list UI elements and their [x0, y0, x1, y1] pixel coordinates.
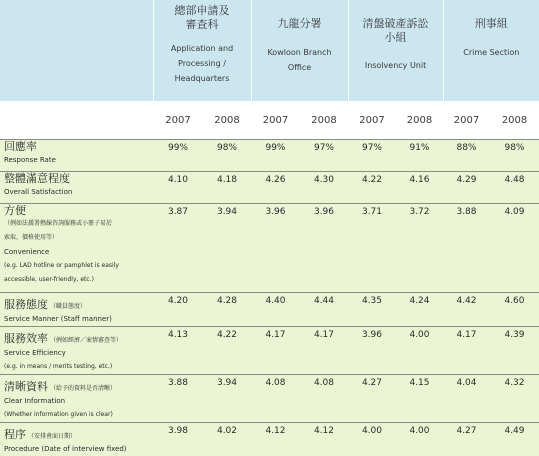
column-header-crime: [443, 0, 539, 101]
value-cell: 4.00: [348, 423, 396, 456]
value-cell: 4.04: [443, 375, 490, 423]
value-cell: 3.87: [153, 204, 203, 293]
row-label-note: (e.g. LAD hotline or pamphlet is easily: [4, 259, 153, 273]
column-zh: 刑事組: [444, 17, 539, 31]
row-label: [0, 293, 153, 327]
table-body: [0, 140, 539, 456]
year-cell: 2007: [348, 101, 396, 139]
row-label-note: （例如法援署熱線咨詢服務或小冊子易於: [4, 217, 153, 231]
row-label-note: (e.g. in means / merits testing, etc.): [4, 360, 153, 374]
value-cell: 99%: [153, 140, 203, 172]
value-cell: 98%: [490, 140, 539, 172]
row-label-en: Service Efficiency: [4, 346, 153, 360]
column-en: Application and Processing / Headquarters: [154, 41, 251, 86]
value-cell: 3.94: [203, 375, 251, 423]
value-cell: 4.17: [443, 327, 490, 375]
year-corner: [0, 101, 153, 139]
row-label-zh-note: （職員態度）: [50, 303, 86, 310]
value-cell: 4.27: [348, 375, 396, 423]
column-en: Kowloon Branch Office: [252, 45, 348, 75]
row-label-zh: 程序: [4, 428, 26, 441]
value-cell: 4.32: [490, 375, 539, 423]
value-cell: 4.42: [443, 293, 490, 327]
table-row: [0, 423, 539, 456]
column-en: Crime Section: [444, 45, 539, 60]
value-cell: 4.17: [251, 327, 300, 375]
table-row: [0, 293, 539, 327]
row-label-zh-note: （給予的資料是否清晰）: [50, 385, 116, 392]
row-label-zh: 服務效率: [4, 332, 48, 345]
year-cell: 2008: [300, 101, 348, 139]
value-cell: 4.00: [396, 423, 443, 456]
header-row: [0, 0, 539, 101]
table-row: [0, 375, 539, 423]
row-label-zh: 方便: [4, 205, 153, 217]
column-en: Insolvency Unit: [349, 58, 443, 73]
value-cell: 4.24: [396, 293, 443, 327]
row-label: [0, 423, 153, 456]
value-cell: 88%: [443, 140, 490, 172]
value-cell: 3.71: [348, 204, 396, 293]
row-label: [0, 204, 153, 293]
year-cell: 2008: [396, 101, 443, 139]
value-cell: 4.22: [348, 172, 396, 204]
row-label: [0, 375, 153, 423]
value-cell: 4.35: [348, 293, 396, 327]
value-cell: 4.20: [153, 293, 203, 327]
header-corner: [0, 0, 153, 101]
column-header-kowloon: [251, 0, 348, 101]
value-cell: 4.16: [396, 172, 443, 204]
value-cell: 4.10: [153, 172, 203, 204]
value-cell: 97%: [300, 140, 348, 172]
column-zh: 九龍分署: [252, 17, 348, 31]
row-label-note: (Whether information given is clear): [4, 408, 153, 422]
row-label-en: Procedure (Date of interview fixed): [4, 442, 153, 456]
value-cell: 4.02: [203, 423, 251, 456]
value-cell: 4.26: [251, 172, 300, 204]
row-label-zh: 整體滿意程度: [4, 173, 153, 185]
column-header-headquarters: [153, 0, 251, 101]
value-cell: 4.30: [300, 172, 348, 204]
year-cell: 2007: [443, 101, 490, 139]
row-label-zh: 回應率: [4, 141, 153, 153]
value-cell: 4.17: [300, 327, 348, 375]
year-row: [0, 101, 539, 139]
value-cell: 99%: [251, 140, 300, 172]
table-row: [0, 327, 539, 375]
value-cell: 4.22: [203, 327, 251, 375]
value-cell: 3.88: [153, 375, 203, 423]
value-cell: 4.09: [490, 204, 539, 293]
value-cell: 98%: [203, 140, 251, 172]
value-cell: 4.40: [251, 293, 300, 327]
row-label-en: Response Rate: [4, 153, 153, 167]
value-cell: 3.96: [348, 327, 396, 375]
value-cell: 4.29: [443, 172, 490, 204]
value-cell: 3.88: [443, 204, 490, 293]
value-cell: 4.12: [300, 423, 348, 456]
row-label-en: Overall Satisfaction: [4, 185, 153, 199]
value-cell: 4.39: [490, 327, 539, 375]
survey-table: [0, 0, 539, 139]
row-label: [0, 140, 153, 172]
year-cell: 2007: [153, 101, 203, 139]
row-label-zh: 服務態度: [4, 298, 48, 311]
row-label-zh-note: （例如經濟／案情審查等）: [50, 337, 122, 344]
value-cell: 4.48: [490, 172, 539, 204]
table-row: [0, 140, 539, 172]
row-label-en: Clear Information: [4, 394, 153, 408]
value-cell: 4.08: [251, 375, 300, 423]
year-cell: 2008: [490, 101, 539, 139]
column-header-insolvency: [348, 0, 443, 101]
year-cell: 2007: [251, 101, 300, 139]
data-table: [0, 139, 539, 456]
row-label-note: Convenience: [4, 245, 153, 259]
year-cell: 2008: [203, 101, 251, 139]
row-label-zh-note: （安排會面日期）: [28, 433, 76, 440]
value-cell: 3.96: [251, 204, 300, 293]
value-cell: 4.15: [396, 375, 443, 423]
value-cell: 3.72: [396, 204, 443, 293]
value-cell: 4.12: [251, 423, 300, 456]
value-cell: 4.44: [300, 293, 348, 327]
value-cell: 4.27: [443, 423, 490, 456]
row-label-note: accessible, user-friendly, etc.): [4, 273, 153, 287]
value-cell: 4.08: [300, 375, 348, 423]
row-label-en: Service Manner (Staff manner): [4, 312, 153, 326]
value-cell: 4.28: [203, 293, 251, 327]
value-cell: 3.98: [153, 423, 203, 456]
value-cell: 4.49: [490, 423, 539, 456]
value-cell: 97%: [348, 140, 396, 172]
row-label-note: 索取，價格使用等）: [4, 231, 153, 245]
row-label-zh: 清晰資料: [4, 380, 48, 393]
value-cell: 4.13: [153, 327, 203, 375]
table-row: [0, 204, 539, 293]
value-cell: 4.18: [203, 172, 251, 204]
column-zh: 清盤破產訴訟 小組: [349, 17, 443, 45]
value-cell: 3.94: [203, 204, 251, 293]
row-label: [0, 327, 153, 375]
row-label: [0, 172, 153, 204]
value-cell: 4.60: [490, 293, 539, 327]
value-cell: 91%: [396, 140, 443, 172]
value-cell: 3.96: [300, 204, 348, 293]
column-zh: 總部申請及 審查科: [154, 4, 251, 32]
value-cell: 4.00: [396, 327, 443, 375]
table-row: [0, 172, 539, 204]
